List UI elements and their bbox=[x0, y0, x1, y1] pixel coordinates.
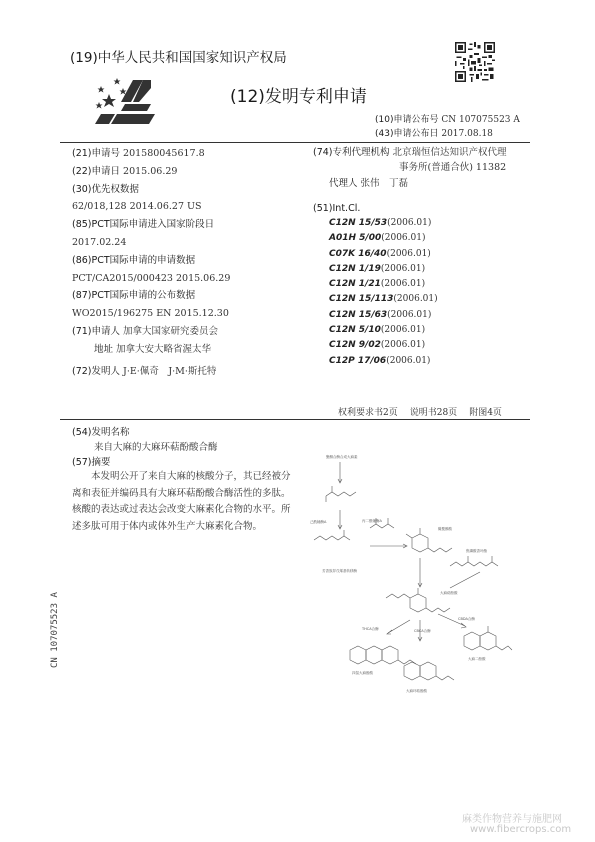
ipc-entry bbox=[329, 292, 507, 307]
field-value: WO2015/196275 EN 2015.12.30 bbox=[72, 308, 229, 320]
field-value: J·E·佩奇 J·M·斯托特 bbox=[123, 365, 217, 377]
agency-label: (74)专利代理机构 bbox=[313, 147, 390, 158]
ipc-code: C12N 1/21 bbox=[329, 279, 381, 290]
ipc-code: A01H 5/00 bbox=[329, 233, 382, 244]
svg-text:丙二酰辅酶A: 丙二酰辅酶A bbox=[362, 519, 382, 523]
field-row bbox=[72, 287, 230, 305]
field-row bbox=[72, 363, 230, 381]
ipc-list bbox=[313, 216, 507, 369]
title-label: (54)发明名称 bbox=[72, 427, 130, 438]
ipc-code: C12N 9/02 bbox=[329, 340, 381, 351]
invention-title: 来自大麻的大麻环萜酚酸合酶 bbox=[94, 442, 218, 453]
ipc-date: (2006.01) bbox=[387, 218, 432, 228]
svg-text:大麻环萜酚酸: 大麻环萜酚酸 bbox=[406, 689, 427, 693]
ipc-date: (2006.01) bbox=[380, 325, 426, 336]
side-publication-number: CN 107075523 A bbox=[50, 592, 60, 668]
ipc-code: C12P 17/06 bbox=[329, 355, 387, 366]
abstract-drawing bbox=[300, 448, 515, 706]
abstract-text: 本发明公开了来自大麻的核酸分子，其已经被分离和表征并编码具有大麻环萜酚酸合酶活性的多肽。核酸的表达或过表达会改变大麻素化合物的水平。所述多肽可用于体内或体外生产大麻素化合物。 bbox=[72, 471, 291, 532]
publication-info bbox=[375, 113, 520, 141]
office-name: (19)中华人民共和国国家知识产权局 bbox=[70, 50, 287, 66]
field-value: 2017.02.24 bbox=[72, 236, 127, 248]
ipc-date: (2006.01) bbox=[386, 355, 431, 366]
pub-date-label: (43)申请公布日 bbox=[375, 129, 439, 139]
agency-line1: 北京瑞恒信达知识产权代理 bbox=[392, 147, 507, 158]
field-label: 地址 bbox=[94, 343, 114, 355]
field-label: (30)优先权数据 bbox=[72, 183, 140, 195]
ipc-entry bbox=[329, 231, 507, 246]
ipc-code: C12N 5/10 bbox=[329, 325, 381, 336]
section-divider bbox=[60, 419, 530, 420]
field-row bbox=[72, 341, 230, 359]
ipc-entry bbox=[329, 338, 507, 353]
ipc-entry bbox=[329, 354, 507, 369]
ipc-code: C12N 1/19 bbox=[329, 263, 381, 274]
agency-line2: 事务所(普通合伙) 11382 bbox=[399, 162, 507, 173]
svg-text:大麻二酚酸: 大麻二酚酸 bbox=[468, 657, 486, 661]
ipc-date: (2006.01) bbox=[380, 279, 426, 290]
ipc-date: (2006.01) bbox=[380, 340, 426, 351]
ipc-entry bbox=[329, 262, 507, 277]
bibliographic-data-right bbox=[313, 145, 507, 369]
field-value: 2015.06.29 bbox=[123, 165, 178, 177]
bibliographic-data-left bbox=[72, 145, 230, 380]
field-row bbox=[72, 163, 230, 181]
ipc-date: (2006.01) bbox=[387, 309, 432, 320]
field-value: 201580045617.8 bbox=[123, 148, 205, 159]
ipc-entry bbox=[329, 323, 507, 338]
field-label: (71)申请人 bbox=[72, 325, 121, 337]
claims-pages: 权利要求书2页 bbox=[338, 408, 398, 418]
field-row bbox=[72, 198, 230, 216]
pub-number-label: (10)申请公布号 bbox=[375, 115, 439, 125]
header-divider bbox=[60, 142, 530, 143]
field-label: (87)PCT国际申请的公布数据 bbox=[72, 290, 196, 302]
ipc-date: (2006.01) bbox=[380, 263, 426, 274]
field-row bbox=[72, 323, 230, 341]
field-value: 62/018,128 2014.06.27 US bbox=[72, 201, 202, 213]
field-row bbox=[72, 305, 230, 323]
ipc-date: (2006.01) bbox=[381, 233, 426, 244]
ipc-code: C12N 15/63 bbox=[329, 309, 388, 320]
ipc-entry bbox=[329, 308, 507, 323]
field-label: (85)PCT国际申请进入国家阶段日 bbox=[72, 219, 215, 231]
patent-office-emblem-icon bbox=[95, 74, 157, 126]
svg-text:大麻萜酚酸: 大麻萜酚酸 bbox=[440, 591, 458, 595]
field-label: (22)申请日 bbox=[72, 165, 121, 177]
drawing-pages: 附图4页 bbox=[469, 408, 502, 418]
field-label: (21)申请号 bbox=[72, 148, 121, 159]
field-row bbox=[72, 181, 230, 199]
field-row bbox=[72, 270, 230, 288]
ipc-code: C07K 16/40 bbox=[329, 248, 387, 259]
ipc-entry bbox=[329, 216, 507, 231]
ipc-date: (2006.01) bbox=[386, 248, 431, 259]
svg-text:芳香族异戊烯基转移酶: 芳香族异戊烯基转移酶 bbox=[322, 569, 357, 573]
svg-text:THCA合酶: THCA合酶 bbox=[362, 627, 379, 631]
svg-text:聚酮合酶合成大麻素: 聚酮合酶合成大麻素 bbox=[326, 455, 358, 459]
field-value: PCT/CA2015/000423 2015.06.29 bbox=[72, 272, 231, 284]
abstract-label: (57)摘要 bbox=[72, 457, 111, 468]
field-value: 加拿大安大略省渥太华 bbox=[116, 343, 212, 355]
svg-text:己酰辅酶A: 己酰辅酶A bbox=[310, 520, 327, 524]
field-row bbox=[72, 145, 230, 163]
document-type: (12)发明专利申请 bbox=[230, 87, 367, 107]
description-pages: 说明书28页 bbox=[409, 408, 458, 418]
field-row bbox=[72, 216, 230, 234]
field-label: (72)发明人 bbox=[72, 365, 121, 377]
page-counts bbox=[338, 405, 514, 418]
invention-section bbox=[72, 425, 218, 470]
pub-number: CN 107075523 A bbox=[441, 115, 520, 125]
qr-code-icon bbox=[455, 42, 495, 82]
svg-text:焦磷酸香叶酯: 焦磷酸香叶酯 bbox=[466, 549, 487, 553]
ipc-entry bbox=[329, 277, 507, 292]
ipc-code: C12N 15/113 bbox=[329, 294, 394, 305]
ipc-entry bbox=[329, 247, 507, 262]
field-row bbox=[72, 252, 230, 270]
watermark-site-name: 麻类作物营养与施肥网 bbox=[462, 814, 562, 825]
svg-text:橄榄醇酸: 橄榄醇酸 bbox=[438, 527, 452, 531]
agent-label: 代理人 bbox=[329, 178, 358, 189]
svg-text:四氢大麻酚酸: 四氢大麻酚酸 bbox=[352, 671, 373, 675]
svg-text:CBCA合酶: CBCA合酶 bbox=[414, 629, 431, 633]
field-label: (86)PCT国际申请的申请数据 bbox=[72, 254, 196, 266]
field-value: 加拿大国家研究委员会 bbox=[123, 325, 219, 337]
ipc-code: C12N 15/53 bbox=[329, 218, 388, 228]
ipc-date: (2006.01) bbox=[393, 294, 438, 305]
watermark-url: www.fibercrops.com bbox=[470, 824, 572, 835]
pub-date: 2017.08.18 bbox=[441, 129, 493, 139]
ipc-label: (51)Int.Cl. bbox=[313, 203, 361, 214]
field-row bbox=[72, 234, 230, 252]
svg-text:CBDA合酶: CBDA合酶 bbox=[458, 617, 475, 621]
agent-names: 张伟 丁磊 bbox=[360, 178, 409, 189]
